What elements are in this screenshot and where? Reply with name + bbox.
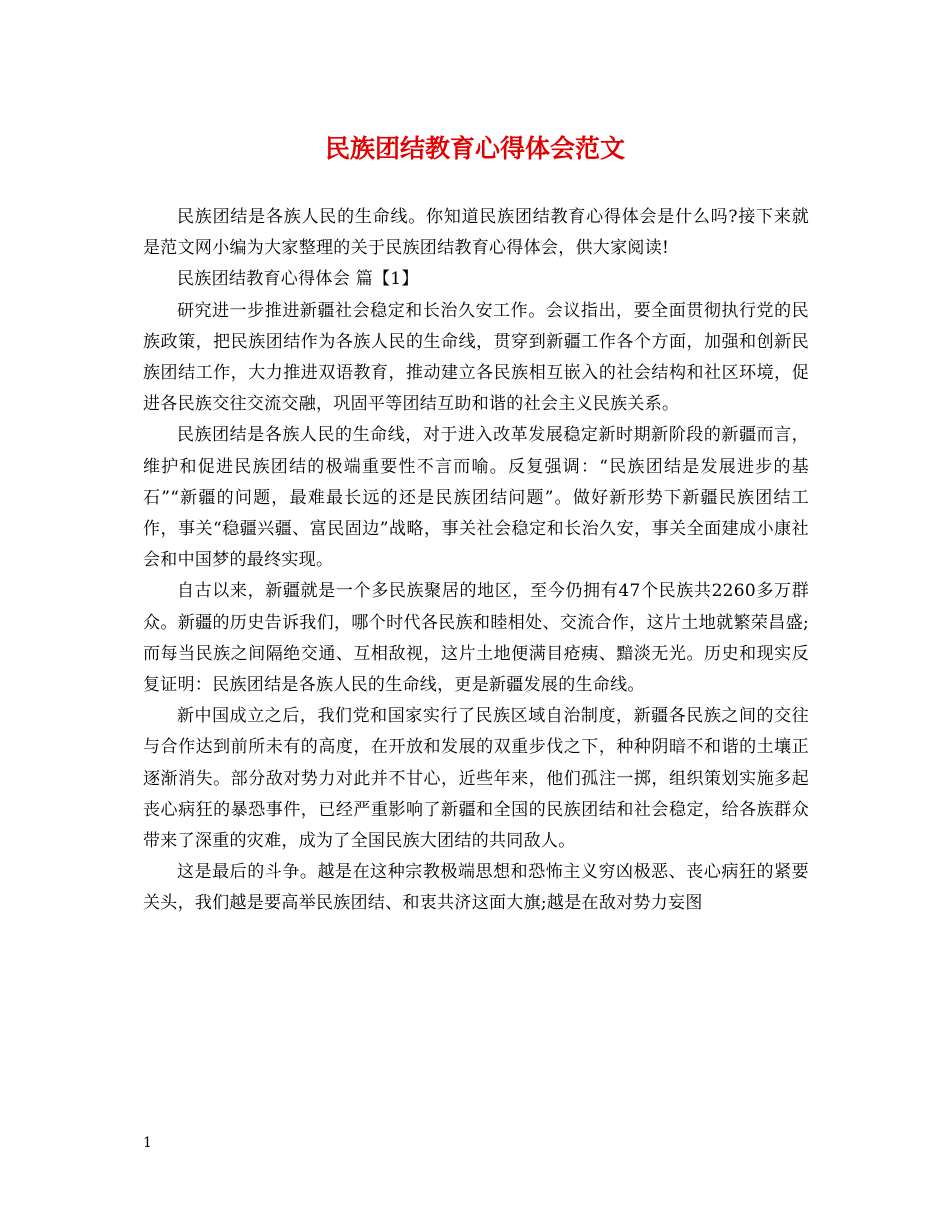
paragraph: 这是最后的斗争。越是在这种宗教极端思想和恐怖主义穷凶极恶、丧心病狂的紧要关头，我们越是要高举民族团结、和衷共济这面大旗;越是在敌对势力妄图 <box>143 862 809 914</box>
document-body <box>143 202 809 920</box>
paragraph: 民族团结是各族人民的生命线，对于进入改革发展稳定新时期新阶段的新疆而言，维护和促进民族团结的极端重要性不言而喻。反复强调：“民族团结是发展进步的基石”“新疆的问题，最难最长远的还是民族团结问题”。做好新形势下新疆民族团结工作，事关“稳疆兴疆、富民固边”战略，事关社会稳定和长治久安，事关全面建成小康社会和中国梦的最终实现。 <box>143 425 809 571</box>
paragraph: 自古以来，新疆就是一个多民族聚居的地区，至今仍拥有47个民族共2260多万群众。新疆的历史告诉我们，哪个时代各民族和睦相处、交流合作，这片土地就繁荣昌盛;而每当民族之间隔绝交通、互相敌视，这片土地便满目疮痍、黯淡无光。历史和现实反复证明：民族团结是各族人民的生命线，更是新疆发展的生命线。 <box>143 581 809 696</box>
paragraph: 新中国成立之后，我们党和国家实行了民族区域自治制度，新疆各民族之间的交往与合作达到前所未有的高度，在开放和发展的双重步伐之下，种种阴暗不和谐的土壤正逐渐消失。部分敌对势力对此并不甘心，近些年来，他们孤注一掷，组织策划实施多起丧心病狂的暴恐事件，已经严重影响了新疆和全国的民族团结和社会稳定，给各族群众带来了深重的灾难，成为了全国民族大团结的共同敌人。 <box>143 706 809 852</box>
page-number: 1 <box>143 1135 152 1151</box>
section-heading: 民族团结教育心得体会 篇【1】 <box>177 269 419 290</box>
paragraph: 研究进一步推进新疆社会稳定和长治久安工作。会议指出，要全面贯彻执行党的民族政策，把民族团结作为各族人民的生命线，贯穿到新疆工作各个方面，加强和创新民族团结工作，大力推进双语教育，推动建立各民族相互嵌入的社会结构和社区环境，促进各民族交往交流交融，巩固平等团结互助和谐的社会主义民族关系。 <box>143 300 809 415</box>
document-title: 民族团结教育心得体会范文 <box>324 134 625 163</box>
paragraph-intro: 民族团结是各族人民的生命线。你知道民族团结教育心得体会是什么吗?接下来就是范文网小编为大家整理的关于民族团结教育心得体会，供大家阅读! <box>143 207 809 259</box>
